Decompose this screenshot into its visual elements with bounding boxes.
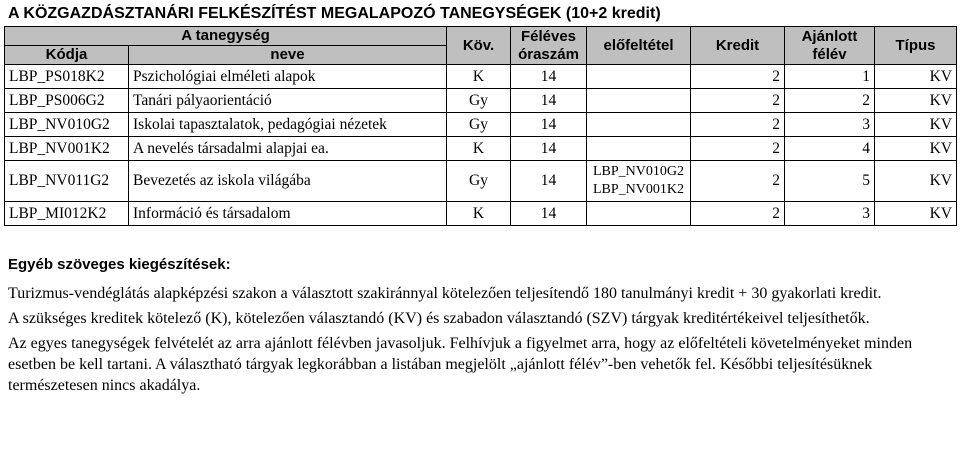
cell-ajanlott: 2: [785, 89, 875, 113]
cell-kov: K: [447, 137, 511, 161]
header-ajanlott-line1: Ajánlott: [801, 27, 858, 45]
course-table: [4, 26, 957, 226]
table-row: [5, 161, 957, 202]
prerequisite-code: LBP_NV001K2: [593, 182, 685, 197]
table-row: [5, 113, 957, 137]
notes-section: [8, 254, 953, 400]
cell-elofeltetel: [587, 89, 691, 113]
cell-name: A nevelés társadalmi alapjai ea.: [129, 137, 447, 161]
cell-ajanlott: 4: [785, 137, 875, 161]
cell-kredit: 2: [691, 89, 785, 113]
table-row: [5, 89, 957, 113]
cell-oraszam: 14: [511, 89, 587, 113]
cell-kov: Gy: [447, 113, 511, 137]
cell-kredit: 2: [691, 202, 785, 226]
cell-elofeltetel: [587, 65, 691, 89]
table-row: [5, 202, 957, 226]
cell-name: Bevezetés az iskola világába: [129, 161, 447, 202]
cell-code: LBP_PS006G2: [5, 89, 129, 113]
cell-oraszam: 14: [511, 202, 587, 226]
header-feleves-line2: óraszám: [518, 45, 579, 63]
cell-ajanlott: 3: [785, 202, 875, 226]
cell-tipus: KV: [875, 161, 957, 202]
cell-tipus: KV: [875, 137, 957, 161]
header-elofeltetel: előfeltétel: [587, 27, 691, 65]
cell-code: LBP_MI012K2: [5, 202, 129, 226]
header-feleves-oraszam: [511, 27, 587, 65]
header-neve: neve: [129, 46, 447, 65]
header-ajanlott-felev: [785, 27, 875, 65]
header-kredit: Kredit: [691, 27, 785, 65]
cell-kov: K: [447, 65, 511, 89]
cell-code: LBP_NV011G2: [5, 161, 129, 202]
table-row: [5, 137, 957, 161]
cell-name: Információ és társadalom: [129, 202, 447, 226]
cell-tipus: KV: [875, 65, 957, 89]
cell-code: LBP_NV001K2: [5, 137, 129, 161]
cell-kredit: 2: [691, 113, 785, 137]
cell-oraszam: 14: [511, 113, 587, 137]
cell-kredit: 2: [691, 161, 785, 202]
cell-tipus: KV: [875, 113, 957, 137]
notes-heading: Egyéb szöveges kiegészítések:: [8, 256, 231, 273]
cell-elofeltetel: [587, 161, 691, 202]
header-kodja: Kódja: [5, 46, 129, 65]
cell-kov: Gy: [447, 89, 511, 113]
cell-kredit: 2: [691, 137, 785, 161]
cell-tipus: KV: [875, 89, 957, 113]
cell-oraszam: 14: [511, 65, 587, 89]
cell-ajanlott: 1: [785, 65, 875, 89]
cell-ajanlott: 3: [785, 113, 875, 137]
cell-code: LBP_PS018K2: [5, 65, 129, 89]
cell-kov: Gy: [447, 161, 511, 202]
table-row: [5, 65, 957, 89]
cell-elofeltetel: [587, 113, 691, 137]
cell-code: LBP_NV010G2: [5, 113, 129, 137]
cell-elofeltetel: [587, 137, 691, 161]
page-title: A KÖZGAZDÁSZTANÁRI FELKÉSZÍTÉST MEGALAPOZÓ TANEGYSÉGEK (10+2 kredit): [8, 5, 661, 22]
header-kov: Köv.: [447, 27, 511, 65]
cell-kredit: 2: [691, 65, 785, 89]
cell-name: Tanári pályaorientáció: [129, 89, 447, 113]
cell-oraszam: 14: [511, 137, 587, 161]
header-feleves-line1: Féléves: [520, 27, 577, 45]
cell-tipus: KV: [875, 202, 957, 226]
cell-name: Pszichológiai elméleti alapok: [129, 65, 447, 89]
cell-ajanlott: 5: [785, 161, 875, 202]
prerequisite-code: LBP_NV010G2: [593, 164, 685, 179]
notes-paragraph: A szükséges kreditek kötelező (K), kötelezően választandó (KV) és szabadon választandó (SZV) tárgyak kreditértékeivel teljesíthetők.: [8, 310, 870, 327]
cell-name: Iskolai tapasztalatok, pedagógiai nézetek: [129, 113, 447, 137]
cell-oraszam: 14: [511, 161, 587, 202]
cell-kov: K: [447, 202, 511, 226]
header-ajanlott-line2: félév: [812, 45, 847, 63]
header-tanegyseg: A tanegység: [5, 27, 447, 46]
header-tipus: Típus: [875, 27, 957, 65]
notes-paragraph: Turizmus-vendéglátás alapképzési szakon a választott szakiránnyal kötelezően teljesítendő 180 tanulmányi kredit + 30 gyakorlati kredit.: [8, 285, 882, 302]
cell-elofeltetel: [587, 202, 691, 226]
notes-paragraph: Az egyes tanegységek felvételét az arra ajánlott félévben javasoljuk. Felhívjuk a figyelmet arra, hogy az előfeltételi követelményeket minden esetben be kell tartani. A választható tárgyak legkorábban a listában megjelölt „ajánlott félév”-ben vehetők fel. Későbbi teljesítésüknek természetesen nincs akadálya.: [8, 335, 913, 394]
